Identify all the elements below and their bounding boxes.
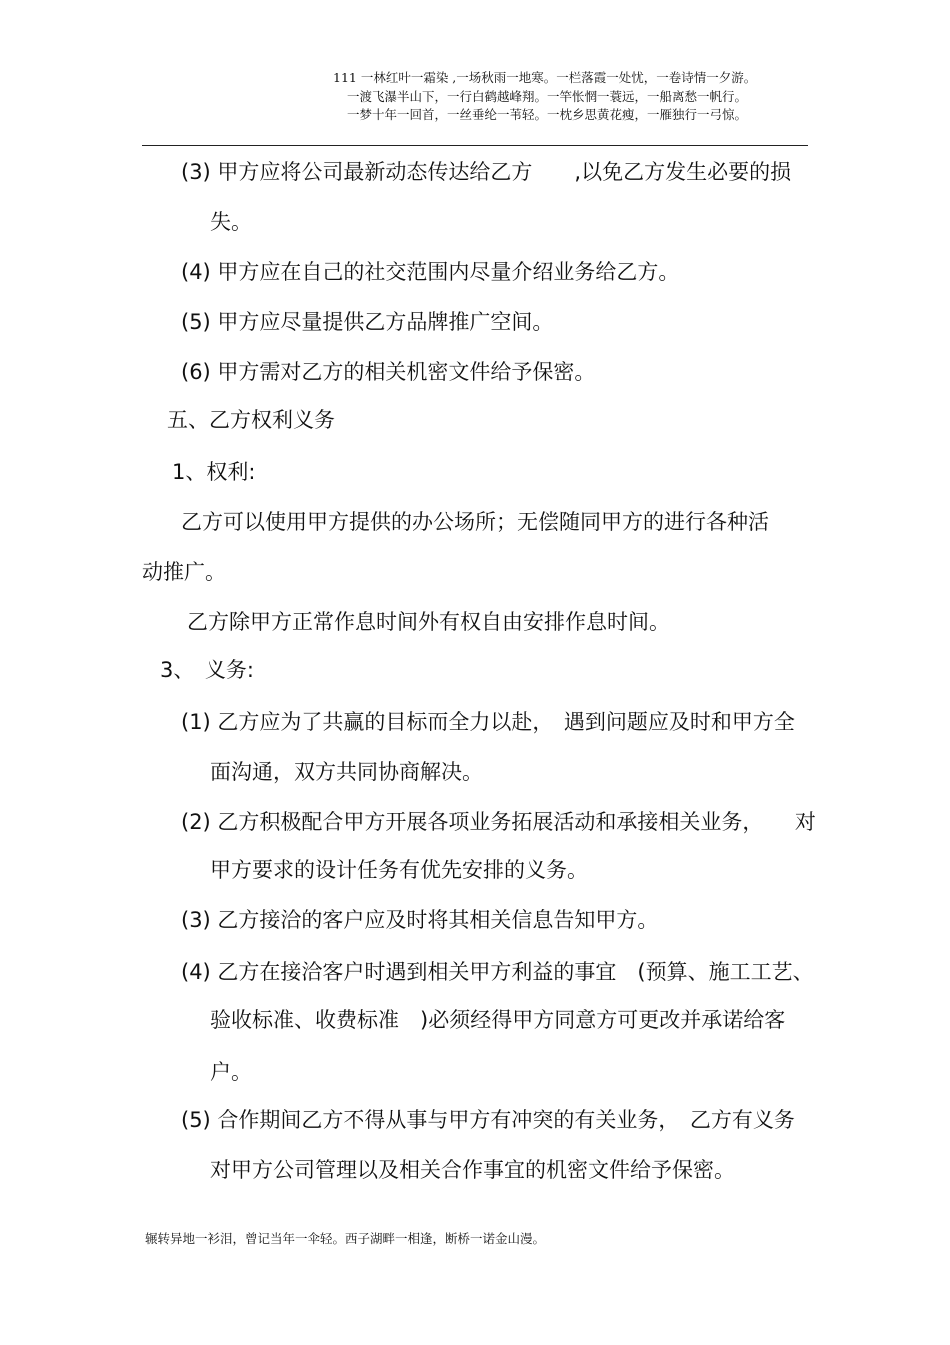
footer-poem: 辗转异地一衫泪，曾记当年一伞轻。西子湖畔一相逢，断桥一诺金山漫。 xyxy=(145,1231,546,1246)
duty-2-line-2: 甲方要求的设计任务有优先安排的义务。 xyxy=(210,858,588,882)
duty-4-line-2: 验收标准、收费标准 )必须经得甲方同意方可更改并承诺给客 xyxy=(210,1008,786,1032)
section-heading-5: 五、乙方权利义务 xyxy=(167,408,335,432)
duty-2-line-1: (2) 乙方积极配合甲方开展各项业务拓展活动和承接相关业务， 对 xyxy=(181,810,816,834)
duty-1-line-2: 面沟通，双方共同协商解决。 xyxy=(210,760,483,784)
duty-3: (3) 乙方接洽的客户应及时将其相关信息告知甲方。 xyxy=(181,908,659,932)
rights-para-2: 乙方除甲方正常作息时间外有权自由安排作息时间。 xyxy=(187,610,670,634)
header-line-2: 一渡飞瀑半山下，一行白鹤越峰翔。一竿怅惘一蓑远，一船离愁一帆行。 xyxy=(347,89,748,104)
clause-3-line-2: 失。 xyxy=(210,210,252,234)
duty-5-line-2: 对甲方公司管理以及相关合作事宜的机密文件给予保密。 xyxy=(210,1158,735,1182)
clause-6: (6) 甲方需对乙方的相关机密文件给予保密。 xyxy=(181,360,596,384)
clause-4: (4) 甲方应在自己的社交范围内尽量介绍业务给乙方。 xyxy=(181,260,680,284)
header-line-1: 111 一林红叶一霜染 ,一场秋雨一地寒。一栏落霞一处忧，一卷诗情一夕游。 xyxy=(333,70,757,85)
clause-5: (5) 甲方应尽量提供乙方品牌推广空间。 xyxy=(181,310,554,334)
duty-5-line-1: (5) 合作期间乙方不得从事与甲方有冲突的有关业务， 乙方有义务 xyxy=(181,1108,795,1132)
duty-4-line-1: (4) 乙方在接洽客户时遇到相关甲方利益的事宜 (预算、施工工艺、 xyxy=(181,960,814,984)
duty-1-line-1: (1) 乙方应为了共赢的目标而全力以赴， 遇到问题应及时和甲方全 xyxy=(181,710,795,734)
header-divider xyxy=(142,145,808,146)
clause-3-line-1: (3) 甲方应将公司最新动态传达给乙方 ,以免乙方发生必要的损 xyxy=(181,160,792,184)
duties-heading: 3、 义务: xyxy=(160,658,254,682)
duty-4-line-3: 户。 xyxy=(210,1060,252,1084)
header-line-3: 一梦十年一回首，一丝垂纶一苇轻。一枕乡思黄花瘦，一雁独行一弓惊。 xyxy=(347,107,748,122)
rights-para-1-line-1: 乙方可以使用甲方提供的办公场所；无偿随同甲方的进行各种活 xyxy=(181,510,769,534)
rights-para-1-line-2: 动推广。 xyxy=(142,560,226,584)
rights-heading: 1、权利: xyxy=(172,460,256,484)
